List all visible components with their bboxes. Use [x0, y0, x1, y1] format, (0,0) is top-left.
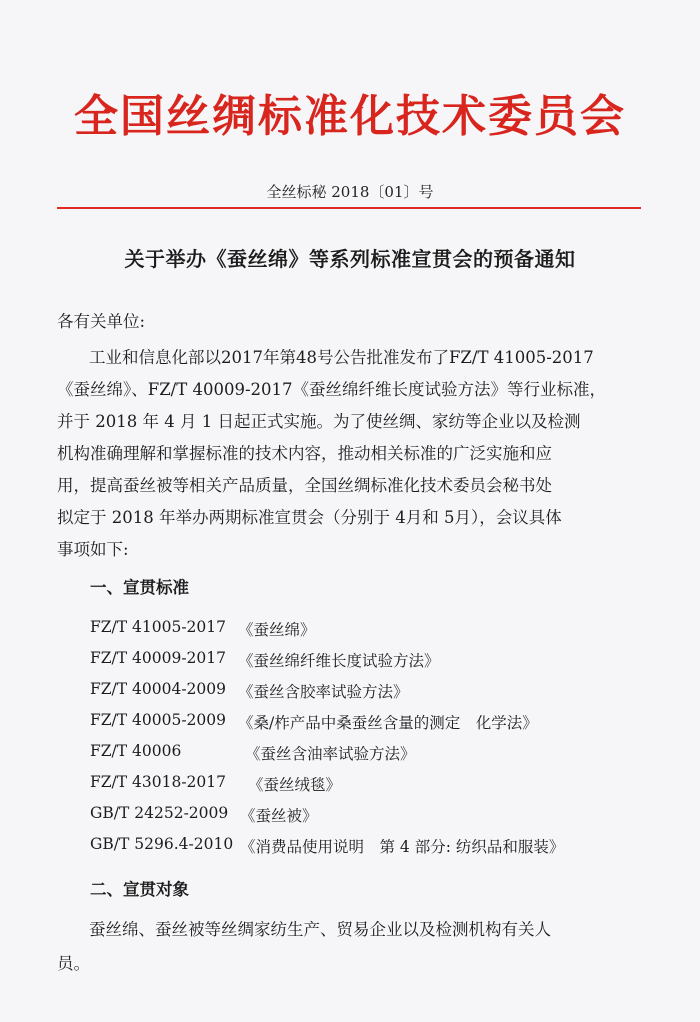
standard-code: FZ/T 40005-2009 [90, 711, 227, 729]
standard-code: FZ/T 43018-2017 [90, 773, 227, 791]
standard-name: 《蚕丝含油率试验方法》 [245, 745, 416, 763]
standard-code: FZ/T 40009-2017 [90, 649, 227, 667]
paragraph-line: 员。 [57, 954, 90, 973]
standard-name: 《蚕丝含胶率试验方法》 [238, 683, 409, 701]
salutation: 各有关单位: [57, 312, 146, 331]
standard-name: 《消费品使用说明 第 4 部分: 纺织品和服装》 [240, 838, 565, 856]
paragraph-line: 用，提高蚕丝被等相关产品质量，全国丝绸标准化技术委员会秘书处 [57, 476, 552, 495]
paragraph-line: 机构准确理解和掌握标准的技术内容，推动相关标准的广泛实施和应 [57, 444, 552, 463]
org-name-heading: 全国丝绸标准化技术委员会 [74, 91, 626, 142]
standard-name: 《蚕丝绵》 [238, 621, 316, 639]
standard-code: FZ/T 40006 [90, 742, 182, 760]
document-number: 全丝标秘 2018〔01〕号 [266, 183, 434, 201]
standard-code: GB/T 24252-2009 [90, 804, 229, 822]
standard-name: 《蚕丝绵纤维长度试验方法》 [238, 652, 440, 670]
red-divider [57, 207, 641, 209]
paragraph-line: 事项如下: [57, 540, 129, 559]
paragraph-line: 《蚕丝绵》、FZ/T 40009-2017《蚕丝绵纤维长度试验方法》等行业标准， [57, 380, 607, 399]
standard-name: 《桑/柞产品中桑蚕丝含量的测定 化学法》 [238, 714, 538, 732]
paragraph-line: 蚕丝绵、蚕丝被等丝绸家纺生产、贸易企业以及检测机构有关人 [89, 920, 551, 939]
standard-code: FZ/T 41005-2017 [90, 618, 227, 636]
section-heading-standards: 一、宣贯标准 [90, 578, 189, 597]
paragraph-line: 工业和信息化部以2017年第48号公告批准发布了FZ/T 41005-2017 [89, 348, 594, 367]
paragraph-line: 并于 2018 年 4 月 1 日起正式实施。为了使丝绸、家纺等企业以及检测 [57, 412, 581, 431]
paragraph-line: 拟定于 2018 年举办两期标准宣贯会（分别于 4月和 5月），会议具体 [57, 508, 562, 527]
standard-code: GB/T 5296.4-2010 [90, 835, 234, 853]
notice-title: 关于举办《蚕丝绵》等系列标准宣贯会的预备通知 [124, 247, 576, 271]
section-heading-audience: 二、宣贯对象 [90, 880, 189, 899]
standard-name: 《蚕丝被》 [240, 807, 318, 825]
standard-name: 《蚕丝绒毯》 [248, 776, 342, 794]
standard-code: FZ/T 40004-2009 [90, 680, 227, 698]
